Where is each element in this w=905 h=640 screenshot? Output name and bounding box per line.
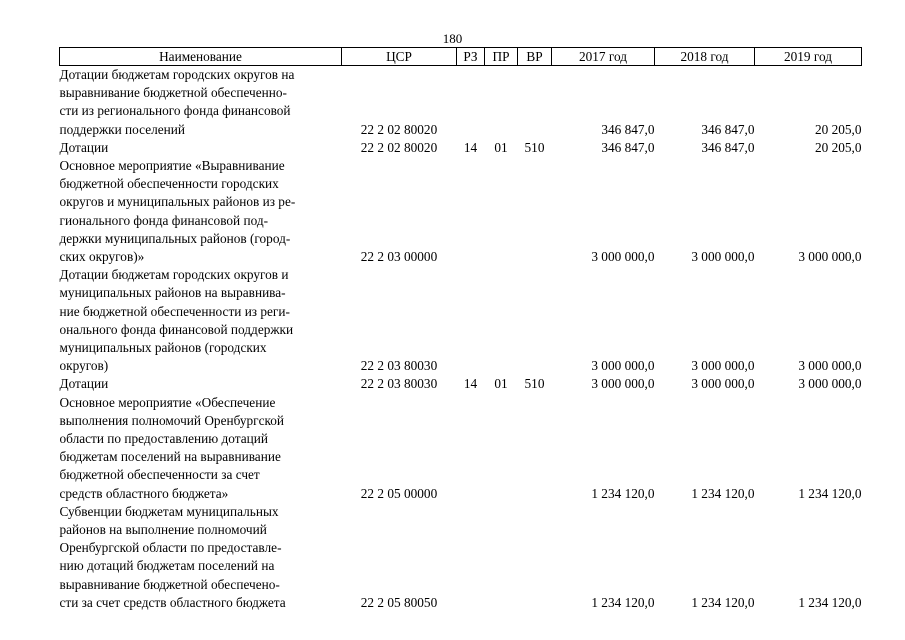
row-name: Основное мероприятие «Выравнивание бюджетной обеспеченности городских округов и муниципальных районов из ре- гионального фонда финансовой под- держки муниципальных районов (город- ских округов)» bbox=[59, 158, 296, 265]
row-2017: 1 234 120,0 bbox=[591, 485, 655, 501]
row-name: Дотации bbox=[59, 139, 109, 155]
table-header-row bbox=[60, 48, 862, 66]
row-2019: 3 000 000,0 bbox=[798, 376, 862, 392]
table-row bbox=[60, 157, 862, 266]
row-rz: 14 bbox=[463, 376, 478, 392]
row-2019: 3 000 000,0 bbox=[798, 358, 862, 374]
row-pr bbox=[485, 266, 518, 375]
table-row bbox=[60, 266, 862, 375]
row-name: Субвенции бюджетам муниципальных районов на выполнение полномочий Оренбургской области по предоставле- нию дотаций бюджетам поселений на выравнивание бюджетной обеспечено- сти за счет средств областного бюджета bbox=[59, 503, 286, 610]
header-rz: РЗ bbox=[457, 48, 485, 66]
row-vr: 510 bbox=[524, 139, 545, 155]
row-name: Дотации bbox=[59, 376, 109, 392]
header-2017: 2017 год bbox=[552, 48, 655, 66]
header-2018: 2018 год bbox=[655, 48, 755, 66]
table-row bbox=[60, 66, 862, 139]
row-pr bbox=[485, 66, 518, 139]
row-csr: 22 2 05 80050 bbox=[360, 594, 438, 610]
row-2018: 346 847,0 bbox=[701, 139, 755, 155]
row-2017: 3 000 000,0 bbox=[591, 249, 655, 265]
row-name: Основное мероприятие «Обеспечение выполнения полномочий Оренбургской области по предоставлению дотаций бюджетам поселений на выравнивание бюджетной обеспеченности за счет средств областного бюджета» bbox=[59, 394, 285, 501]
table-row bbox=[60, 375, 862, 393]
row-csr: 22 2 02 80020 bbox=[360, 121, 438, 137]
header-csr: ЦСР bbox=[342, 48, 457, 66]
row-pr: 01 bbox=[494, 139, 508, 155]
header-2019: 2019 год bbox=[755, 48, 862, 66]
row-vr bbox=[518, 157, 552, 266]
row-vr bbox=[518, 503, 552, 612]
row-csr: 22 2 02 80020 bbox=[360, 139, 438, 155]
page-number: 180 bbox=[442, 31, 463, 46]
row-rz bbox=[457, 266, 485, 375]
row-vr bbox=[518, 394, 552, 503]
row-2018: 1 234 120,0 bbox=[691, 485, 755, 501]
row-vr bbox=[518, 66, 552, 139]
row-2019: 20 205,0 bbox=[814, 139, 862, 155]
row-2017: 3 000 000,0 bbox=[591, 376, 655, 392]
row-csr: 22 2 03 80030 bbox=[360, 376, 438, 392]
row-name: Дотации бюджетам городских округов и муниципальных районов на выравнива- ние бюджетной обеспеченности из реги- онального фонда финансовой поддержки муниципальных районов (городских округов) bbox=[59, 267, 294, 374]
row-2019: 1 234 120,0 bbox=[798, 485, 862, 501]
row-rz bbox=[457, 66, 485, 139]
row-2019: 3 000 000,0 bbox=[798, 249, 862, 265]
row-pr: 01 bbox=[494, 376, 508, 392]
row-2018: 1 234 120,0 bbox=[691, 594, 755, 610]
header-vr: ВР bbox=[518, 48, 552, 66]
row-rz bbox=[457, 394, 485, 503]
table-row bbox=[60, 394, 862, 503]
row-vr: 510 bbox=[524, 376, 545, 392]
row-csr: 22 2 05 00000 bbox=[360, 485, 438, 501]
row-rz bbox=[457, 157, 485, 266]
table-row bbox=[60, 139, 862, 157]
table-row bbox=[60, 503, 862, 612]
row-pr bbox=[485, 503, 518, 612]
row-pr bbox=[485, 394, 518, 503]
budget-table bbox=[59, 47, 862, 612]
row-csr: 22 2 03 00000 bbox=[360, 249, 438, 265]
row-2017: 346 847,0 bbox=[601, 121, 655, 137]
header-pr: ПР bbox=[485, 48, 518, 66]
header-name: Наименование bbox=[60, 48, 342, 66]
row-2018: 3 000 000,0 bbox=[691, 249, 755, 265]
row-rz: 14 bbox=[463, 139, 478, 155]
row-2019: 20 205,0 bbox=[814, 121, 862, 137]
row-2018: 3 000 000,0 bbox=[691, 358, 755, 374]
row-vr bbox=[518, 266, 552, 375]
row-rz bbox=[457, 503, 485, 612]
row-2017: 3 000 000,0 bbox=[591, 358, 655, 374]
row-name: Дотации бюджетам городских округов на выравнивание бюджетной обеспеченно- сти из регионального фонда финансовой поддержки поселений bbox=[59, 67, 295, 137]
row-csr: 22 2 03 80030 bbox=[360, 358, 438, 374]
row-2017: 346 847,0 bbox=[601, 139, 655, 155]
row-2017: 1 234 120,0 bbox=[591, 594, 655, 610]
row-pr bbox=[485, 157, 518, 266]
row-2019: 1 234 120,0 bbox=[798, 594, 862, 610]
row-2018: 346 847,0 bbox=[701, 121, 755, 137]
row-2018: 3 000 000,0 bbox=[691, 376, 755, 392]
